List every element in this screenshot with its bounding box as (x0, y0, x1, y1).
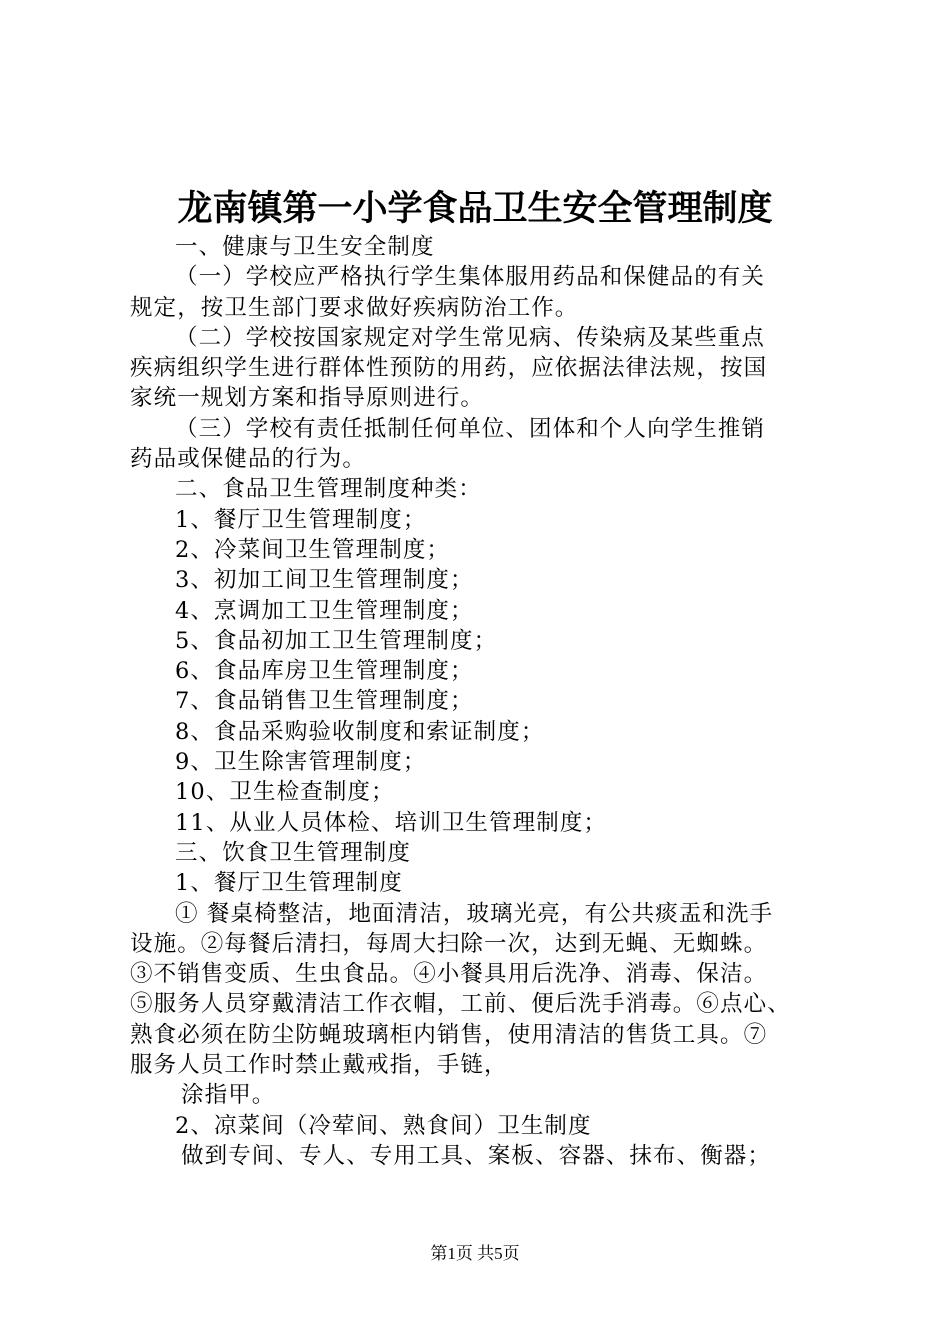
section-heading-1: 一、健康与卫生安全制度 (175, 234, 435, 260)
list-item: 8、食品采购验收制度和索证制度； (175, 718, 545, 745)
paragraph-line: （三）学校有责任抵制任何单位、团体和个人向学生推销 (175, 415, 766, 442)
paragraph-line: （一）学校应严格执行学生集体服用药品和保健品的有关 (175, 264, 766, 291)
subsection-heading: 1、餐厅卫生管理制度 (175, 870, 403, 897)
document-title: 龙南镇第一小学食品卫生安全管理制度 (177, 188, 773, 229)
document-body (130, 232, 830, 1171)
paragraph-line: 设施。②每餐后清扫，每周大扫除一次，达到无蝇、无蜘蛛。 (130, 930, 768, 957)
paragraph-line: 药品或保健品的行为。 (130, 446, 367, 473)
list-item: 3、初加工间卫生管理制度； (175, 567, 474, 594)
paragraph-line: 做到专间、专人、专用工具、案板、容器、抹布、衡器； (181, 1142, 772, 1169)
list-item: 11、从业人员体检、培训卫生管理制度； (175, 809, 608, 836)
paragraph-line: 熟食必须在防尘防蝇玻璃柜内销售，使用清洁的售货工具。⑦ (130, 1021, 768, 1048)
section-heading-2: 二、食品卫生管理制度种类： (175, 476, 482, 503)
paragraph-line: 涂指甲。 (181, 1082, 276, 1109)
paragraph-line: ③不销售变质、生虫食品。④小餐具用后洗净、消毒、保洁。 (130, 961, 768, 988)
paragraph-line: 规定，按卫生部门要求做好疾病防治工作。 (130, 294, 579, 321)
list-item: 6、食品库房卫生管理制度； (175, 658, 474, 685)
list-item: 4、烹调加工卫生管理制度； (175, 597, 474, 624)
list-item: 5、食品初加工卫生管理制度； (175, 627, 498, 654)
page-footer: 第1页 共5页 (430, 1244, 520, 1263)
section-heading-3: 三、饮食卫生管理制度 (175, 839, 412, 866)
list-item: 7、食品销售卫生管理制度； (175, 688, 474, 715)
list-item: 10、卫生检查制度； (175, 779, 395, 806)
list-item: 1、餐厅卫生管理制度； (175, 506, 427, 533)
paragraph-line: 疾病组织学生进行群体性预防的用药，应依据法律法规，按国 (130, 355, 768, 382)
paragraph-line: ⑤服务人员穿戴清洁工作衣帽，工前、便后洗手消毒。⑥点心、 (130, 991, 791, 1018)
list-item: 9、卫生除害管理制度； (175, 749, 427, 776)
paragraph-line: 家统一规划方案和指导原则进行。 (130, 385, 485, 412)
paragraph-line: 服务人员工作时禁止戴戒指，手链， (130, 1052, 508, 1079)
paragraph-line: ① 餐桌椅整洁，地面清洁，玻璃光亮，有公共痰盂和洗手 (175, 900, 774, 927)
subsection-heading: 2、凉菜间（冷荤间、熟食间）卫生制度 (175, 1112, 592, 1139)
paragraph-line: （二）学校按国家规定对学生常见病、传染病及某些重点 (175, 324, 766, 351)
list-item: 2、冷菜间卫生管理制度； (175, 536, 451, 563)
